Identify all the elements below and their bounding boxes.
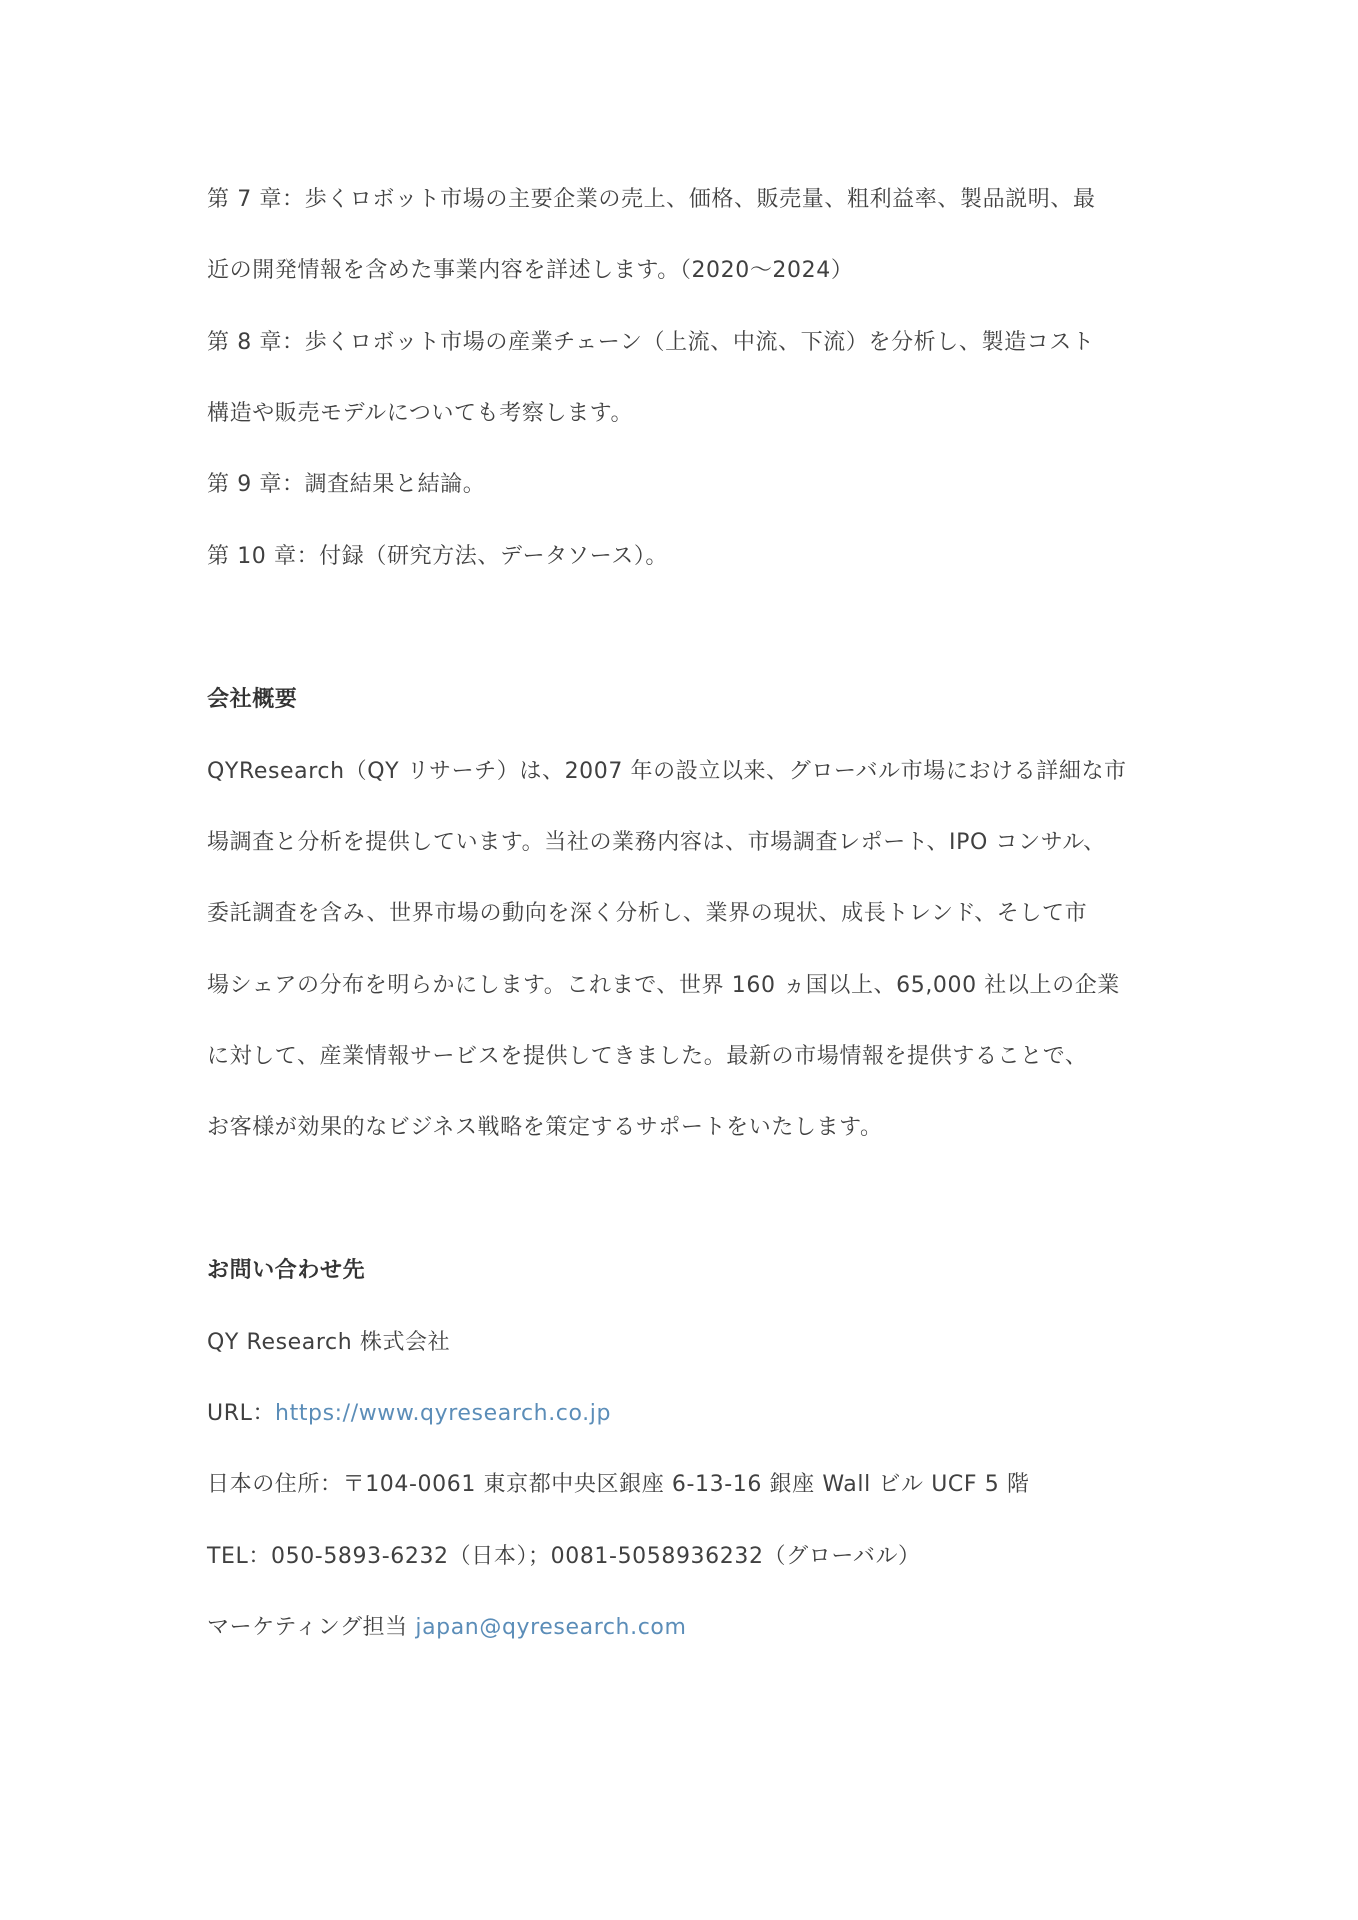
company-overview-line-5: に対して、産業情報サービスを提供してきました。最新の市場情報を提供することで、 <box>207 1044 1088 1069</box>
url-label: URL： <box>207 1401 276 1426</box>
company-overview-line-6: お客様が効果的なビジネス戦略を策定するサポートをいたします。 <box>207 1115 883 1140</box>
website-link[interactable]: https://www.qyresearch.co.jp <box>275 1401 612 1426</box>
company-overview-line-3: 委託調査を含み、世界市場の動向を深く分析し、業界の現状、成長トレンド、そして市 <box>207 901 1088 926</box>
chapter-8-line-2: 構造や販売モデルについても考察します。 <box>207 401 634 426</box>
contact-heading: お問い合わせ先 <box>207 1258 366 1283</box>
chapter-8-line-1: 第 8 章：歩くロボット市場の産業チェーン（上流、中流、下流）を分析し、製造コスト <box>207 330 1095 355</box>
chapter-10: 第 10 章：付録（研究方法、データソース）。 <box>207 544 669 569</box>
company-overview-line-4: 場シェアの分布を明らかにします。これまで、世界 160 ヵ国以上、65,000 社以上の企業 <box>207 973 1120 998</box>
marketing-label: マーケティング担当 <box>207 1615 416 1640</box>
contact-marketing-line <box>207 1613 1167 1643</box>
company-overview-line-2: 場調査と分析を提供しています。当社の業務内容は、市場調査レポート、IPO コンサル、 <box>207 830 1106 855</box>
contact-url-line <box>207 1399 1167 1429</box>
chapter-7-line-1: 第 7 章：歩くロボット市場の主要企業の売上、価格、販売量、粗利益率、製品説明、最 <box>207 187 1096 212</box>
company-overview-heading: 会社概要 <box>207 687 298 712</box>
contact-address: 日本の住所：〒104-0061 東京都中央区銀座 6-13-16 銀座 Wall ビル UCF 5 階 <box>207 1472 1030 1497</box>
contact-tel: TEL：050-5893-6232（日本）；0081-5058936232（グローバル） <box>207 1544 921 1569</box>
company-overview-line-1: QYResearch（QY リサーチ）は、2007 年の設立以来、グローバル市場における詳細な市 <box>207 759 1127 784</box>
chapter-7-line-2: 近の開発情報を含めた事業内容を詳述します。（2020〜2024） <box>207 258 854 283</box>
contact-company-name: QY Research 株式会社 <box>207 1330 451 1355</box>
chapter-9: 第 9 章：調査結果と結論。 <box>207 472 486 497</box>
email-link[interactable]: japan@qyresearch.com <box>415 1615 687 1640</box>
